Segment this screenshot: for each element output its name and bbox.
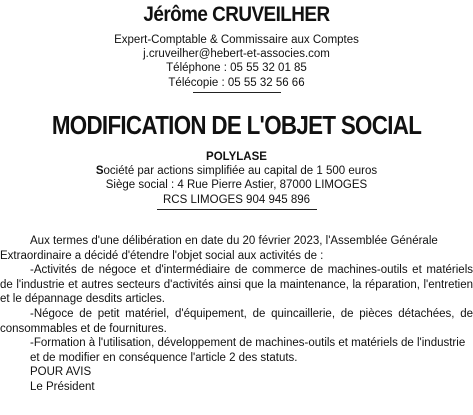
activity-item-1: -Activités de négoce et d'intermédiaire de commerce de machines-outils et matériels de l'industrie et autres secteurs d'activités ainsi que la maintenance, la réparation, l'entretien et le dépannage desdits articles. (0, 264, 473, 306)
company-type-initial: S (95, 165, 104, 178)
company-rcs: RCS LIMOGES 904 945 896 (162, 193, 311, 206)
accountant-contact-block (0, 33, 473, 93)
activity-item-3: -Formation à l'utilisation, développement de machines-outils et matériels de l'industrie (30, 337, 466, 350)
closing-line: et de modifier en conséquence l'article 2 des statuts. (30, 351, 298, 364)
accountant-title: Expert-Comptable & Commissaire aux Comptes (114, 34, 359, 46)
signature-pour-avis: POUR AVIS (30, 366, 92, 379)
company-divider (157, 209, 317, 210)
header-divider (193, 92, 281, 93)
company-name: POLYLASE (206, 151, 267, 163)
accountant-name: Jérôme CRUVEILHER (143, 3, 330, 26)
company-head-office: Siège social : 4 Rue Pierre Astier, 87000 LIMOGES (105, 179, 368, 192)
activity-item-2: -Négoce de petit matériel, d'équipement, de quincaillerie, de pièces détachées, de consommables et de fournitures. (0, 307, 473, 335)
company-type-rest: ociété par actions simplifiée au capital de 1 500 euros (103, 165, 378, 178)
company-type (0, 164, 473, 178)
accountant-email: j.cruveilher@hebert-et-associes.com (143, 48, 330, 61)
accountant-fax: Télécopie : 05 55 32 56 66 (168, 76, 305, 89)
notice-body (0, 234, 473, 395)
intro-line-1: Aux termes d'une délibération en date du 20 février 2023, l'Assemblée Générale (30, 235, 438, 247)
company-info-block (0, 150, 473, 210)
accountant-phone: Téléphone : 05 55 32 01 85 (166, 62, 307, 75)
intro-line-2: Extraordinaire a décidé d'étendre l'objet social aux activités de : (0, 249, 324, 262)
signature-president: Le Président (30, 380, 95, 393)
notice-title: MODIFICATION DE L'OBJET SOCIAL (51, 110, 422, 140)
